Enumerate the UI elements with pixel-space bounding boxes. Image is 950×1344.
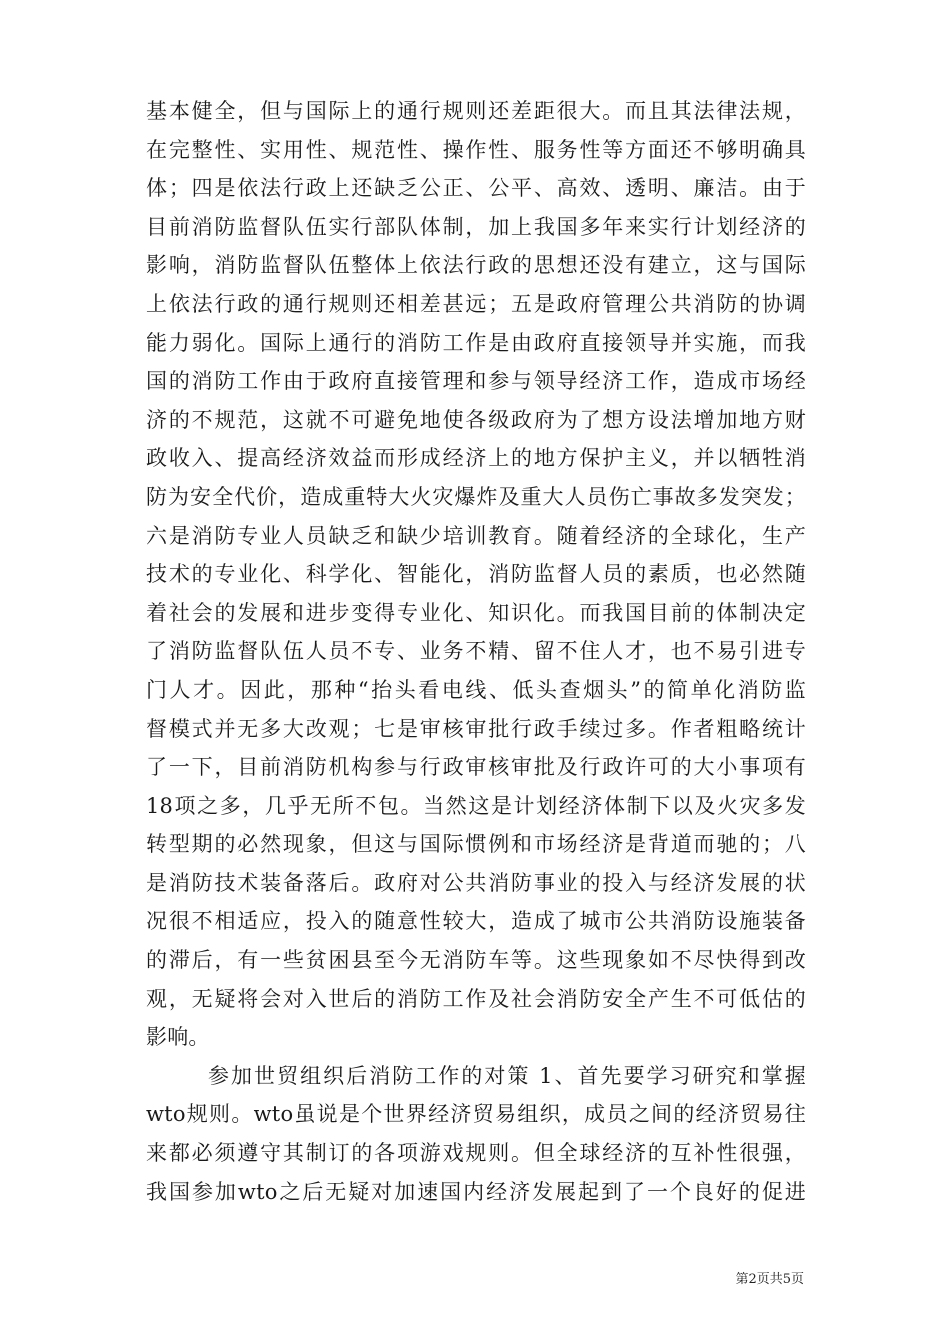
text-line: 影响。 [146,1025,210,1050]
text-line: 我国参加wto之后无疑对加速国内经济发展起到了一个良好的促进 [146,1179,806,1204]
page-number-footer: 第2页共5页 [735,1272,804,1287]
text-line: 18项之多，几乎无所不包。当然这是计划经济体制下以及火灾多发 [146,793,806,818]
text-line: 督模式并无多大改观；七是审核审批行政手续过多。作者粗略统计 [146,716,806,741]
text-line: 能力弱化。国际上通行的消防工作是由政府直接领导并实施，而我 [146,330,806,355]
paragraph-2 [146,1057,806,1211]
text-line: 观，无疑将会对入世后的消防工作及社会消防安全产生不可低估的 [146,986,806,1011]
text-line: 基本健全，但与国际上的通行规则还差距很大。而且其法律法规， [146,99,806,123]
text-line: 上依法行政的通行规则还相差甚远；五是政府管理公共消防的协调 [146,291,806,316]
text-line: 来都必须遵守其制订的各项游戏规则。但全球经济的互补性很强， [146,1141,806,1166]
text-line: 了消防监督队伍人员不专、业务不精、留不住人才，也不易引进专 [146,639,806,664]
text-line: 六是消防专业人员缺乏和缺少培训教育。随着经济的全球化，生产 [146,523,806,548]
text-line: 门人才。因此，那种“抬头看电线、低头查烟头”的简单化消防监 [146,677,806,702]
text-line: 着社会的发展和进步变得专业化、知识化。而我国目前的体制决定 [146,600,806,625]
text-line: 防为安全代价，造成重特大火灾爆炸及重大人员伤亡事故多发突发； [146,484,806,509]
text-line: 政收入、提高经济效益而形成经济上的地方保护主义，并以牺牲消 [146,446,806,471]
text-line: 转型期的必然现象，但这与国际惯例和市场经济是背道而驰的；八 [146,832,806,857]
text-line: 的滞后，有一些贫困县至今无消防车等。这些现象如不尽快得到改 [146,948,806,973]
text-line: 了一下，目前消防机构参与行政审核审批及行政许可的大小事项有 [146,755,806,780]
text-line: 参加世贸组织后消防工作的对策 1、首先要学习研究和掌握 [208,1063,806,1088]
body-text [146,92,806,1211]
text-line: 况很不相适应，投入的随意性较大，造成了城市公共消防设施装备 [146,909,806,934]
text-line: wto规则。wto虽说是个世界经济贸易组织，成员之间的经济贸易往 [146,1102,806,1127]
text-line: 在完整性、实用性、规范性、操作性、服务性等方面还不够明确具 [146,137,806,162]
text-line: 影响，消防监督队伍整体上依法行政的思想还没有建立，这与国际 [146,253,806,278]
text-line: 是消防技术装备落后。政府对公共消防事业的投入与经济发展的状 [146,870,806,895]
text-line: 技术的专业化、科学化、智能化，消防监督人员的素质，也必然随 [146,562,806,587]
text-line: 济的不规范，这就不可避免地使各级政府为了想方设法增加地方财 [146,407,806,432]
text-line: 国的消防工作由于政府直接管理和参与领导经济工作，造成市场经 [146,369,806,394]
paragraph-1 [146,92,806,1057]
text-line: 目前消防监督队伍实行部队体制，加上我国多年来实行计划经济的 [146,214,806,239]
text-line: 体；四是依法行政上还缺乏公正、公平、高效、透明、廉洁。由于 [146,176,806,201]
